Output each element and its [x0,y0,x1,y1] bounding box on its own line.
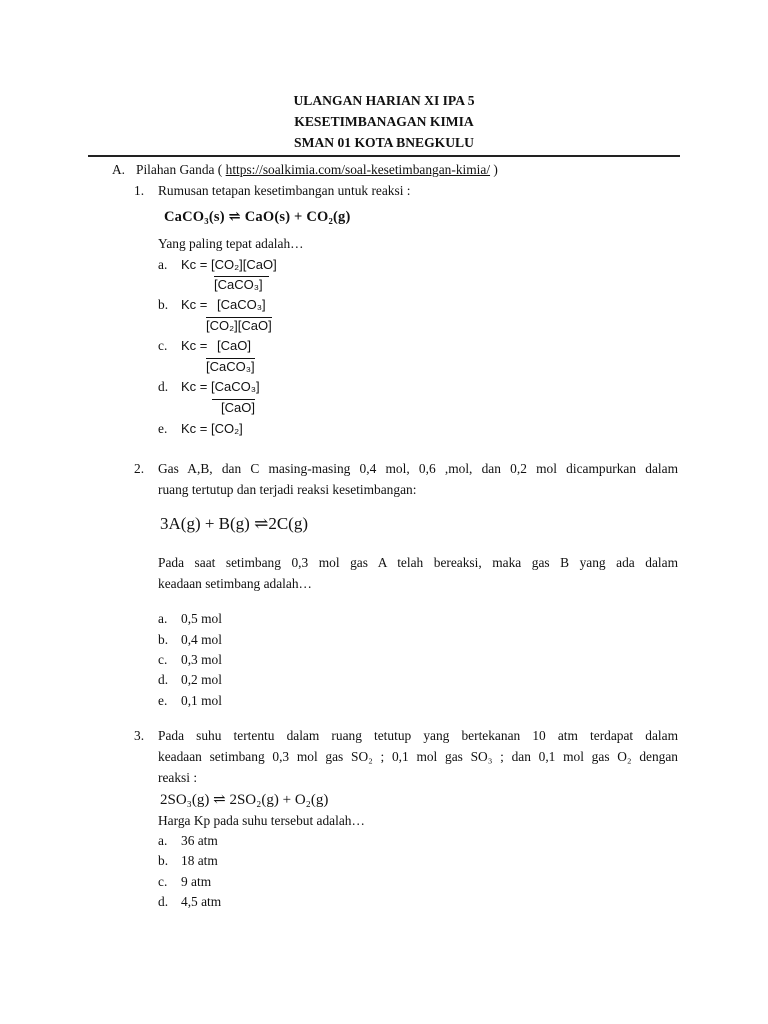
q1-option-a-formula[interactable] [181,257,277,272]
section-letter: A. [112,162,126,177]
section-label: Pilahan Ganda ( [136,162,226,177]
q1-option-c-formula[interactable] [181,338,251,353]
q2-equation: 3A(g) + B(g) ⇌2C(g) [160,514,309,533]
q3-option-d-text[interactable]: 4,5 atm [181,894,222,909]
q1-option-d-letter[interactable]: d. [158,379,169,394]
q3-number: 3. [134,728,145,743]
q1-option-b-denominator: [CO₂][CaO] [206,318,272,333]
q3-option-d-letter[interactable]: d. [158,894,169,909]
q1-option-d-denominator: [CaO] [212,399,255,415]
q3-text-line-3: reaksi : [158,770,198,785]
q2-prompt-line-1: Pada saat setimbang 0,3 mol gas A telah bereaksi, maka gas B yang ada dalam [158,555,678,570]
source-link[interactable]: https://soalkimia.com/soal-kesetimbangan-kimia/ [225,162,491,177]
q2-option-a-letter[interactable]: a. [158,611,168,626]
q3-prompt: Harga Kp pada suhu tersebut adalah… [158,813,365,828]
doc-title-line-2: KESETIMBANAGAN KIMIA [294,114,474,129]
q2-option-c-letter[interactable]: c. [158,652,168,667]
q1-prompt: Yang paling tepat adalah… [158,236,304,251]
q1-option-d-formula[interactable] [181,379,260,394]
q1-equation: CaCO₃(s) ⇌ CaO(s) + CO₂(g) [164,209,351,225]
q1-option-c-letter[interactable]: c. [158,338,168,353]
q1-option-a-numerator: [CO₂][CaO] [211,257,277,272]
q1-option-a-denominator: [CaCO₃] [214,276,269,292]
q3-text-line-2: keadaan setimbang 0,3 mol gas SO₂ ; 0,1 mol gas SO₃ ; dan 0,1 mol gas O₂ dengan [158,749,678,764]
q1-option-c-numerator: [CaO] [217,338,251,353]
doc-title-line-3: SMAN 01 KOTA BNEGKULU [294,135,474,150]
q3-option-c-text[interactable]: 9 atm [181,874,212,889]
section-label-close: ) [490,162,498,177]
q3-option-b-letter[interactable]: b. [158,853,169,868]
q3-option-c-letter[interactable]: c. [158,874,168,889]
q1-option-b-lhs: Kc = [181,297,211,312]
q1-option-e-letter[interactable]: e. [158,421,168,436]
q1-option-b-numerator: [CaCO₃] [217,297,266,312]
q2-text-line-2: ruang tertutup dan terjadi reaksi kesetimbangan: [158,482,417,497]
q3-equation: 2SO₃(g) ⇌ 2SO₂(g) + O₂(g) [160,792,329,808]
q1-option-a-lhs: Kc = [181,257,211,272]
q2-option-c-text[interactable]: 0,3 mol [181,652,222,667]
q1-option-d-lhs: Kc = [181,379,211,394]
doc-title-line-1: ULANGAN HARIAN XI IPA 5 [293,93,475,108]
q3-option-a-text[interactable]: 36 atm [181,833,218,848]
q2-option-b-letter[interactable]: b. [158,632,169,647]
section-heading [136,162,498,178]
q2-option-d-letter[interactable]: d. [158,672,169,687]
q3-text-line-1: Pada suhu tertentu dalam ruang tetutup yang bertekanan 10 atm terdapat dalam [158,728,678,743]
q1-number: 1. [134,183,145,198]
q1-option-c-denominator: [CaCO₃] [206,359,255,374]
q2-prompt-line-2: keadaan setimbang adalah… [158,576,312,591]
q3-option-a-letter[interactable]: a. [158,833,168,848]
q2-option-b-text[interactable]: 0,4 mol [181,632,222,647]
q2-option-a-text[interactable]: 0,5 mol [181,611,222,626]
q2-option-e-text[interactable]: 0,1 mol [181,693,222,708]
q2-option-d-text[interactable]: 0,2 mol [181,672,222,687]
q1-option-c-lhs: Kc = [181,338,211,353]
q3-option-b-text[interactable]: 18 atm [181,853,218,868]
q2-number: 2. [134,461,145,476]
q1-text: Rumusan tetapan kesetimbangan untuk reaksi : [158,183,411,198]
q1-option-b-letter[interactable]: b. [158,297,169,312]
q2-option-e-letter[interactable]: e. [158,693,168,708]
header-divider [88,155,680,157]
q1-option-a-letter[interactable]: a. [158,257,168,272]
q1-option-e-formula[interactable]: Kc = [CO₂] [181,421,243,436]
q1-option-b-formula[interactable] [181,297,266,312]
q1-option-d-numerator: [CaCO₃] [211,379,260,394]
q2-text-line-1: Gas A,B, dan C masing-masing 0,4 mol, 0,6 ,mol, dan 0,2 mol dicampurkan dalam [158,461,678,476]
